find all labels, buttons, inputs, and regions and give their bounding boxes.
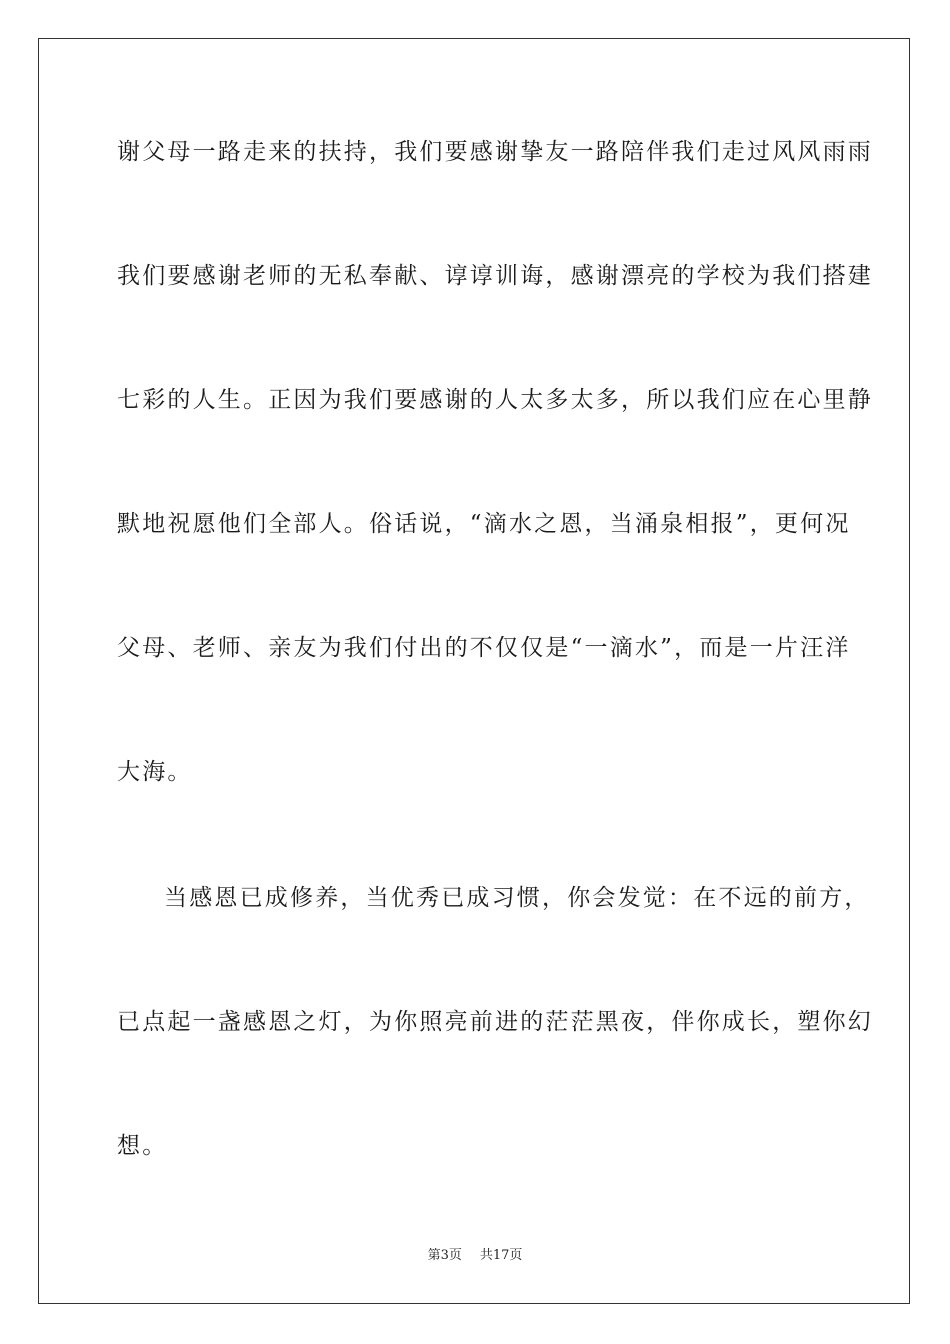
- paragraph-1-line-5: 父母、老师、亲友为我们付出的不仅仅是“一滴水”，而是一片汪洋: [117, 635, 851, 661]
- paragraph-2-line-2: 已点起一盏感恩之灯，为你照亮前进的茫茫黑夜，伴你成长，塑你幻: [117, 1009, 873, 1035]
- paragraph-1-line-1: 谢父母一路走来的扶持，我们要感谢挚友一路陪伴我们走过风风雨雨: [117, 139, 873, 165]
- paragraph-1-line-4: 默地祝愿他们全部人。俗话说，“滴水之恩，当涌泉相报”，更何况: [117, 511, 851, 537]
- page-number: 第3页: [427, 1248, 462, 1263]
- paragraph-2-line-1: 当感恩已成修养，当优秀已成习惯，你会发觉：在不远的前方，: [164, 885, 870, 911]
- page-border: [38, 38, 910, 1304]
- paragraph-1-line-6: 大海。: [117, 759, 193, 785]
- page-footer: [0, 1247, 950, 1265]
- paragraph-1-line-2: 我们要感谢老师的无私奉献、谆谆训诲，感谢漂亮的学校为我们搭建: [117, 263, 873, 289]
- page-total: 共17页: [479, 1248, 523, 1263]
- paragraph-2-line-3: 想。: [117, 1133, 168, 1159]
- paragraph-1-line-3: 七彩的人生。正因为我们要感谢的人太多太多，所以我们应在心里静: [117, 387, 873, 413]
